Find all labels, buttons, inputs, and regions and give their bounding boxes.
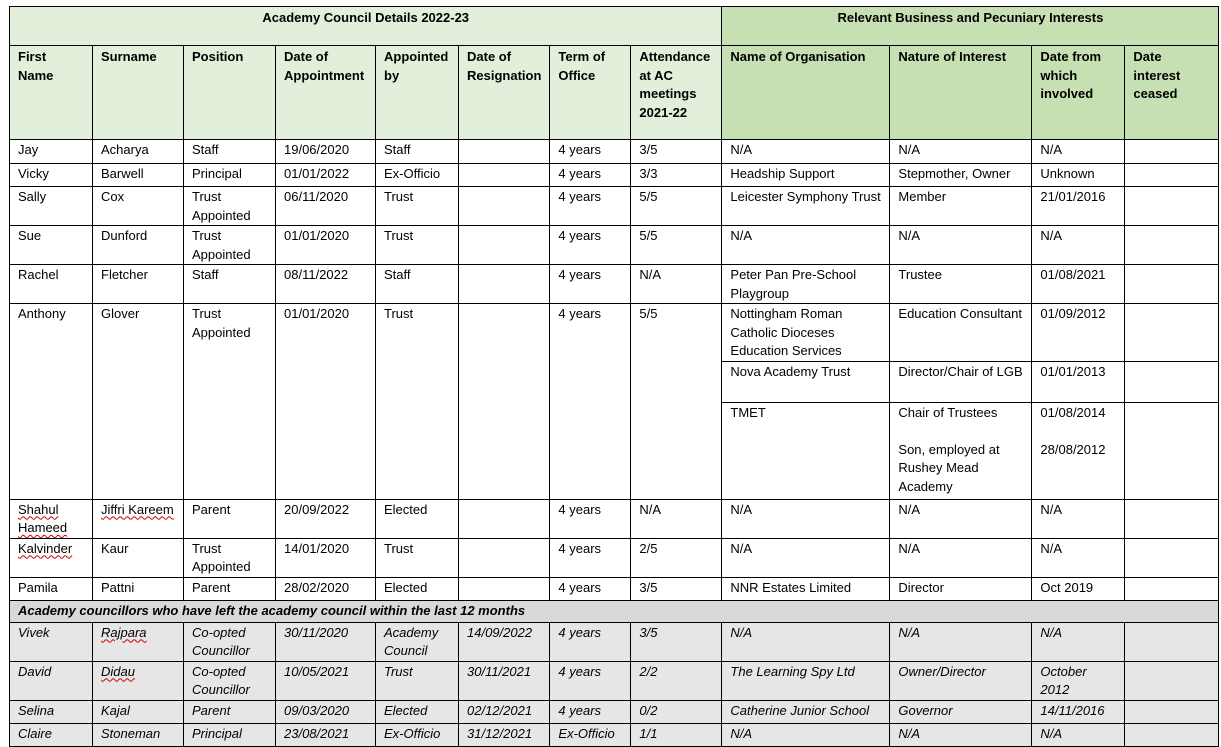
- cell-first-name: Pamila: [10, 577, 93, 600]
- cell-appointed: 01/01/2020: [276, 226, 376, 265]
- cell-date-from: 14/11/2016: [1032, 700, 1125, 723]
- col-nature-of-interest: Nature of Interest: [890, 46, 1032, 140]
- section-heading-row: [10, 7, 1219, 46]
- cell-organisation: N/A: [722, 538, 890, 577]
- cell-nature: Governor: [890, 700, 1032, 723]
- cell-term: 4 years: [550, 622, 631, 661]
- cell-organisation: N/A: [722, 226, 890, 265]
- cell-surname: Dunford: [93, 226, 184, 265]
- cell-date-ceased: [1125, 226, 1219, 265]
- cell-date-ceased: [1125, 304, 1219, 362]
- cell-nature: Director: [890, 577, 1032, 600]
- cell-appointed-by: Elected: [376, 499, 459, 538]
- cell-organisation: Leicester Symphony Trust: [722, 187, 890, 226]
- cell-first-name: [10, 538, 93, 577]
- cell-appointed: 19/06/2020: [276, 140, 376, 164]
- col-term-of-office: Term of Office: [550, 46, 631, 140]
- cell-attendance: N/A: [631, 265, 722, 304]
- council-details-heading: Academy Council Details 2022-23: [10, 7, 722, 46]
- cell-position: Parent: [184, 577, 276, 600]
- table-row: [10, 265, 1219, 304]
- cell-surname: Stoneman: [93, 723, 184, 746]
- cell-resigned: 30/11/2021: [459, 661, 550, 700]
- cell-nature: Owner/Director: [890, 661, 1032, 700]
- spell-flagged-text: Kalvinder: [18, 540, 73, 556]
- cell-resigned: [459, 226, 550, 265]
- cell-organisation: Peter Pan Pre-School Playgroup: [722, 265, 890, 304]
- date-line: 01/08/2014: [1040, 404, 1106, 420]
- cell-term: 4 years: [550, 577, 631, 600]
- cell-term: 4 years: [550, 140, 631, 164]
- cell-surname: Pattni: [93, 577, 184, 600]
- cell-first-name: Vicky: [10, 164, 93, 187]
- cell-position: Staff: [184, 140, 276, 164]
- cell-appointed: 14/01/2020: [276, 538, 376, 577]
- former-councillors-heading: Academy councillors who have left the academy council within the last 12 months: [10, 600, 1219, 622]
- table-row: [10, 700, 1219, 723]
- cell-attendance: N/A: [631, 499, 722, 538]
- cell-term: 4 years: [550, 164, 631, 187]
- cell-date-from: 01/09/2012: [1032, 304, 1125, 362]
- nature-line: Chair of Trustees: [898, 404, 998, 420]
- cell-organisation: Headship Support: [722, 164, 890, 187]
- spell-flagged-text: Jiffri Kareem: [101, 501, 174, 517]
- cell-organisation: N/A: [722, 499, 890, 538]
- cell-position: Principal: [184, 723, 276, 746]
- cell-surname: [93, 661, 184, 700]
- cell-first-name: Sue: [10, 226, 93, 265]
- cell-nature: N/A: [890, 226, 1032, 265]
- cell-attendance: 3/3: [631, 164, 722, 187]
- cell-date-ceased: [1125, 700, 1219, 723]
- cell-organisation: N/A: [722, 622, 890, 661]
- cell-appointed-by: Trust: [376, 538, 459, 577]
- cell-position: Staff: [184, 265, 276, 304]
- cell-date-ceased: [1125, 140, 1219, 164]
- cell-organisation: TMET: [722, 402, 890, 499]
- cell-attendance: 5/5: [631, 187, 722, 226]
- cell-organisation: Catherine Junior School: [722, 700, 890, 723]
- table-row: [10, 226, 1219, 265]
- cell-date-ceased: [1125, 577, 1219, 600]
- cell-term: 4 years: [550, 700, 631, 723]
- cell-first-name: Selina: [10, 700, 93, 723]
- cell-nature: Director/Chair of LGB: [890, 361, 1032, 402]
- cell-appointed-by: Trust: [376, 304, 459, 500]
- cell-resigned: [459, 499, 550, 538]
- table-row: [10, 304, 1219, 362]
- cell-date-ceased: [1125, 661, 1219, 700]
- cell-date-from: 01/01/2013: [1032, 361, 1125, 402]
- cell-nature: Stepmother, Owner: [890, 164, 1032, 187]
- line-gap: [898, 422, 1023, 441]
- cell-attendance: 3/5: [631, 577, 722, 600]
- table-row: [10, 577, 1219, 600]
- col-date-ceased: Date interest ceased: [1125, 46, 1219, 140]
- cell-organisation: NNR Estates Limited: [722, 577, 890, 600]
- cell-term: 4 years: [550, 538, 631, 577]
- table-row: [10, 499, 1219, 538]
- cell-date-from: N/A: [1032, 140, 1125, 164]
- cell-appointed-by: Trust: [376, 187, 459, 226]
- table-row: [10, 661, 1219, 700]
- cell-date-ceased: [1125, 265, 1219, 304]
- cell-date-from: Unknown: [1032, 164, 1125, 187]
- cell-position: Trust Appointed: [184, 226, 276, 265]
- nature-line: Son, employed at Rushey Mead Academy: [898, 441, 1000, 494]
- table-row: [10, 723, 1219, 746]
- col-position: Position: [184, 46, 276, 140]
- cell-first-name: Sally: [10, 187, 93, 226]
- cell-date-ceased: [1125, 164, 1219, 187]
- cell-appointed: 09/03/2020: [276, 700, 376, 723]
- cell-nature: Education Consultant: [890, 304, 1032, 362]
- cell-appointed-by: Ex-Officio: [376, 164, 459, 187]
- cell-resigned: [459, 140, 550, 164]
- cell-attendance: 3/5: [631, 140, 722, 164]
- cell-attendance: 2/2: [631, 661, 722, 700]
- cell-nature: N/A: [890, 499, 1032, 538]
- cell-first-name: Jay: [10, 140, 93, 164]
- former-councillors-heading-row: [10, 600, 1219, 622]
- cell-nature: N/A: [890, 140, 1032, 164]
- cell-appointed: 06/11/2020: [276, 187, 376, 226]
- cell-first-name: Anthony: [10, 304, 93, 500]
- cell-surname: Acharya: [93, 140, 184, 164]
- cell-organisation: N/A: [722, 723, 890, 746]
- cell-organisation: The Learning Spy Ltd: [722, 661, 890, 700]
- cell-date-from: 21/01/2016: [1032, 187, 1125, 226]
- cell-date-from: N/A: [1032, 226, 1125, 265]
- cell-date-from: 01/08/2021: [1032, 265, 1125, 304]
- cell-appointed: 28/02/2020: [276, 577, 376, 600]
- cell-first-name: Rachel: [10, 265, 93, 304]
- cell-nature: N/A: [890, 723, 1032, 746]
- cell-surname: Barwell: [93, 164, 184, 187]
- cell-attendance: 5/5: [631, 304, 722, 500]
- cell-nature: N/A: [890, 622, 1032, 661]
- spell-flagged-text: Shahul Hameed: [18, 501, 68, 535]
- cell-resigned: 14/09/2022: [459, 622, 550, 661]
- line-gap: [1040, 422, 1116, 441]
- cell-first-name: Claire: [10, 723, 93, 746]
- cell-appointed: 10/05/2021: [276, 661, 376, 700]
- cell-date-ceased: [1125, 361, 1219, 402]
- cell-date-from: Oct 2019: [1032, 577, 1125, 600]
- cell-attendance: 1/1: [631, 723, 722, 746]
- col-date-of-resignation: Date of Resignation: [459, 46, 550, 140]
- cell-resigned: [459, 164, 550, 187]
- cell-nature: Trustee: [890, 265, 1032, 304]
- spell-flagged-text: Rajpara: [101, 624, 147, 640]
- spell-flagged-text: Didau: [101, 663, 135, 679]
- cell-date-from: October 2012: [1032, 661, 1125, 700]
- cell-appointed: 23/08/2021: [276, 723, 376, 746]
- cell-position: Co-opted Councillor: [184, 661, 276, 700]
- cell-resigned: [459, 577, 550, 600]
- cell-position: Parent: [184, 499, 276, 538]
- col-surname: Surname: [93, 46, 184, 140]
- cell-appointed-by: Academy Council: [376, 622, 459, 661]
- cell-appointed: 01/01/2020: [276, 304, 376, 500]
- col-attendance: Attendance at AC meetings 2021-22: [631, 46, 722, 140]
- cell-date-from: N/A: [1032, 723, 1125, 746]
- cell-term: 4 years: [550, 661, 631, 700]
- cell-term: 4 years: [550, 265, 631, 304]
- cell-surname: Fletcher: [93, 265, 184, 304]
- cell-appointed-by: Staff: [376, 140, 459, 164]
- cell-surname: Kaur: [93, 538, 184, 577]
- cell-nature: Member: [890, 187, 1032, 226]
- col-first-name: First Name: [10, 46, 93, 140]
- cell-attendance: 2/5: [631, 538, 722, 577]
- cell-appointed: 08/11/2022: [276, 265, 376, 304]
- cell-date-from: [1032, 402, 1125, 499]
- cell-appointed-by: Ex-Officio: [376, 723, 459, 746]
- cell-organisation: Nottingham Roman Catholic Dioceses Education Services: [722, 304, 890, 362]
- cell-nature: [890, 402, 1032, 499]
- cell-attendance: 5/5: [631, 226, 722, 265]
- interests-heading: Relevant Business and Pecuniary Interests: [722, 7, 1219, 46]
- cell-term: 4 years: [550, 304, 631, 500]
- cell-attendance: 0/2: [631, 700, 722, 723]
- date-line: 28/08/2012: [1040, 441, 1106, 457]
- col-date-of-appointment: Date of Appointment: [276, 46, 376, 140]
- cell-surname: Kajal: [93, 700, 184, 723]
- cell-surname: [93, 622, 184, 661]
- cell-first-name: David: [10, 661, 93, 700]
- col-organisation: Name of Organisation: [722, 46, 890, 140]
- cell-date-ceased: [1125, 499, 1219, 538]
- cell-surname: [93, 499, 184, 538]
- cell-date-from: N/A: [1032, 538, 1125, 577]
- cell-position: Principal: [184, 164, 276, 187]
- cell-first-name: Vivek: [10, 622, 93, 661]
- cell-appointed-by: Trust: [376, 226, 459, 265]
- cell-resigned: [459, 304, 550, 500]
- cell-date-ceased: [1125, 723, 1219, 746]
- table-row: [10, 622, 1219, 661]
- cell-nature: N/A: [890, 538, 1032, 577]
- cell-attendance: 3/5: [631, 622, 722, 661]
- cell-resigned: [459, 538, 550, 577]
- col-appointed-by: Appointed by: [376, 46, 459, 140]
- cell-surname: Cox: [93, 187, 184, 226]
- cell-resigned: 02/12/2021: [459, 700, 550, 723]
- cell-appointed-by: Elected: [376, 577, 459, 600]
- cell-resigned: 31/12/2021: [459, 723, 550, 746]
- table-row: [10, 538, 1219, 577]
- cell-term: Ex-Officio: [550, 723, 631, 746]
- cell-date-ceased: [1125, 538, 1219, 577]
- cell-appointed-by: Trust: [376, 661, 459, 700]
- cell-position: Parent: [184, 700, 276, 723]
- cell-date-from: N/A: [1032, 499, 1125, 538]
- cell-date-ceased: [1125, 187, 1219, 226]
- cell-appointed: 20/09/2022: [276, 499, 376, 538]
- cell-organisation: N/A: [722, 140, 890, 164]
- cell-appointed-by: Staff: [376, 265, 459, 304]
- council-details-table: [9, 6, 1219, 747]
- cell-position: Trust Appointed: [184, 304, 276, 500]
- cell-date-from: N/A: [1032, 622, 1125, 661]
- cell-appointed: 01/01/2022: [276, 164, 376, 187]
- col-date-from: Date from which involved: [1032, 46, 1125, 140]
- column-header-row: [10, 46, 1219, 140]
- cell-first-name: [10, 499, 93, 538]
- cell-position: Trust Appointed: [184, 187, 276, 226]
- cell-surname: Glover: [93, 304, 184, 500]
- table-row: [10, 164, 1219, 187]
- cell-term: 4 years: [550, 187, 631, 226]
- cell-term: 4 years: [550, 226, 631, 265]
- cell-appointed: 30/11/2020: [276, 622, 376, 661]
- cell-resigned: [459, 265, 550, 304]
- table-row: [10, 187, 1219, 226]
- cell-position: Co-opted Councillor: [184, 622, 276, 661]
- cell-date-ceased: [1125, 622, 1219, 661]
- cell-resigned: [459, 187, 550, 226]
- cell-appointed-by: Elected: [376, 700, 459, 723]
- cell-term: 4 years: [550, 499, 631, 538]
- table-row: [10, 140, 1219, 164]
- cell-organisation: Nova Academy Trust: [722, 361, 890, 402]
- cell-position: Trust Appointed: [184, 538, 276, 577]
- cell-date-ceased: [1125, 402, 1219, 499]
